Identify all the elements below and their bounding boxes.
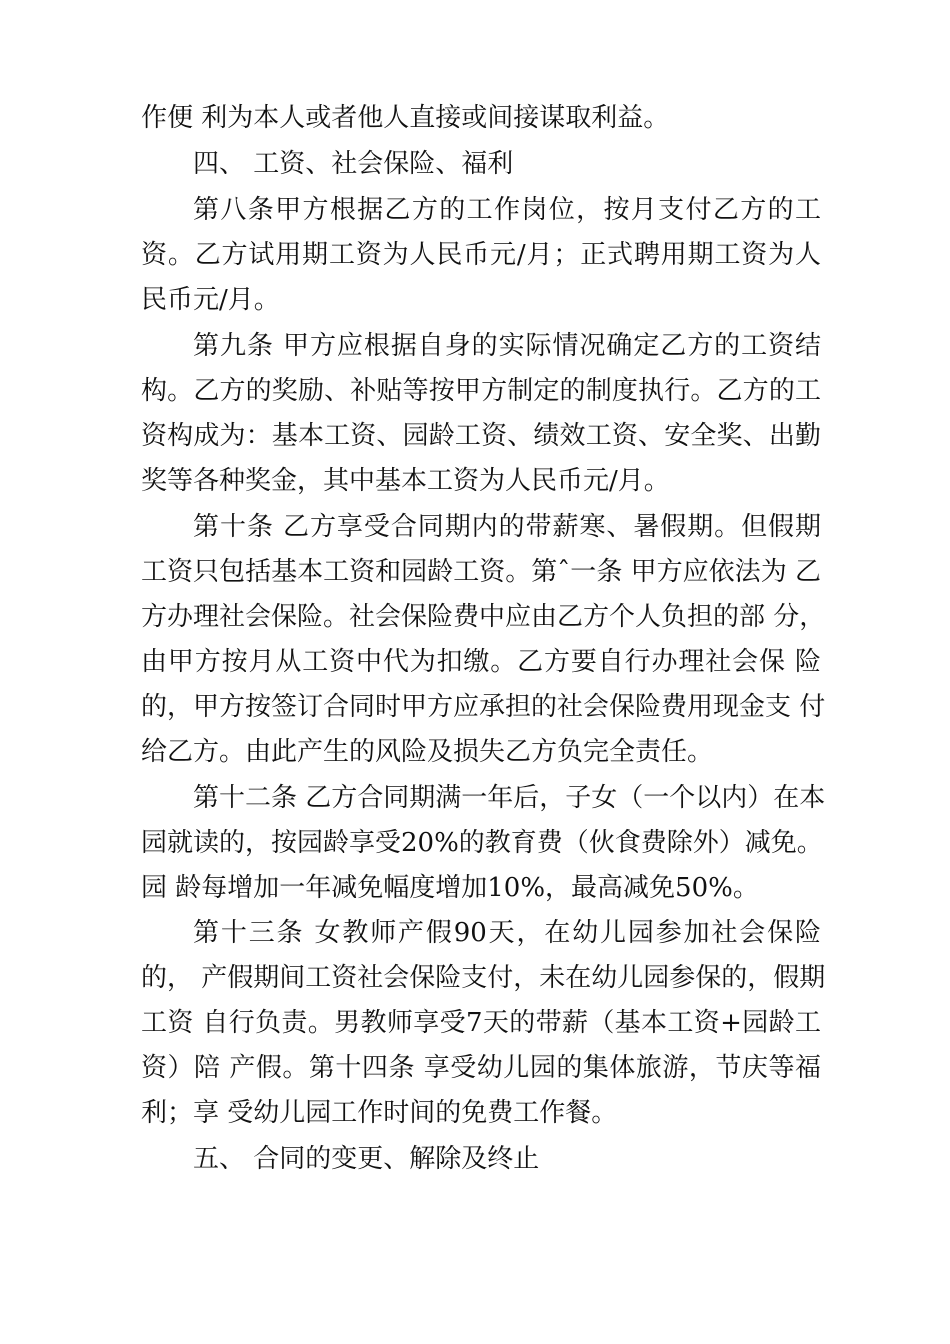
text-line: 民币元/月。 — [141, 285, 280, 315]
text-line: 第十二条 乙方合同期满一年后，子女（一个以内）在本 — [193, 783, 826, 813]
text-line: 资）陪 产假。第十四条 享受幼儿园的集体旅游，节庆等福 — [141, 1053, 821, 1083]
text-line: 第八条甲方根据乙方的工作岗位，按月支付乙方的工 — [193, 195, 821, 225]
text-line: 奖等各种奖金，其中基本工资为人民币元/月。 — [141, 466, 670, 496]
text-line: 工资 自行负责。男教师享受7天的带薪（基本工资+园龄工 — [141, 1008, 821, 1038]
text-line: 给乙方。由此产生的风险及损失乙方负完全责任。 — [141, 737, 714, 767]
text-line: 园就读的，按园龄享受20%的教育费（伙食费除外）减免。 — [141, 828, 823, 858]
section-heading: 四、 工资、社会保险、福利 — [193, 149, 514, 179]
text-line: 第九条 甲方应根据自身的实际情况确定乙方的工资结 — [193, 331, 821, 361]
text-line: 第十三条 女教师产假90天，在幼儿园参加社会保险 — [193, 918, 821, 948]
text-line: 作便 利为本人或者他人直接或间接谋取利益。 — [141, 103, 670, 133]
text-line: 的，甲方按签订合同时甲方应承担的社会保险费用现金支 付 — [141, 692, 826, 722]
text-line: 构。乙方的奖励、补贴等按甲方制定的制度执行。乙方的工 — [141, 376, 821, 406]
text-line: 园 龄每增加一年减免幅度增加10%，最高减免50%。 — [141, 873, 759, 903]
text-line: 资。乙方试用期工资为人民币元/月；正式聘用期工资为人 — [141, 240, 821, 270]
text-line: 方办理社会保险。社会保险费中应由乙方个人负担的部 分， — [141, 602, 826, 632]
text-line: 的， 产假期间工资社会保险支付，未在幼儿园参保的，假期 — [141, 963, 826, 993]
text-line: 由甲方按月从工资中代为扣缴。乙方要自行办理社会保 险 — [141, 647, 821, 677]
text-line: 第十条 乙方享受合同期内的带薪寒、暑假期。但假期 — [193, 512, 821, 542]
text-line: 工资只包括基本工资和园龄工资。第ˆ一条 甲方应依法为 乙 — [141, 557, 821, 587]
section-heading: 五、 合同的变更、解除及终止 — [193, 1144, 540, 1174]
text-line: 利；享 受幼儿园工作时间的免费工作餐。 — [141, 1098, 618, 1128]
text-line: 资构成为：基本工资、园龄工资、绩效工资、安全奖、出勤 — [141, 421, 821, 451]
